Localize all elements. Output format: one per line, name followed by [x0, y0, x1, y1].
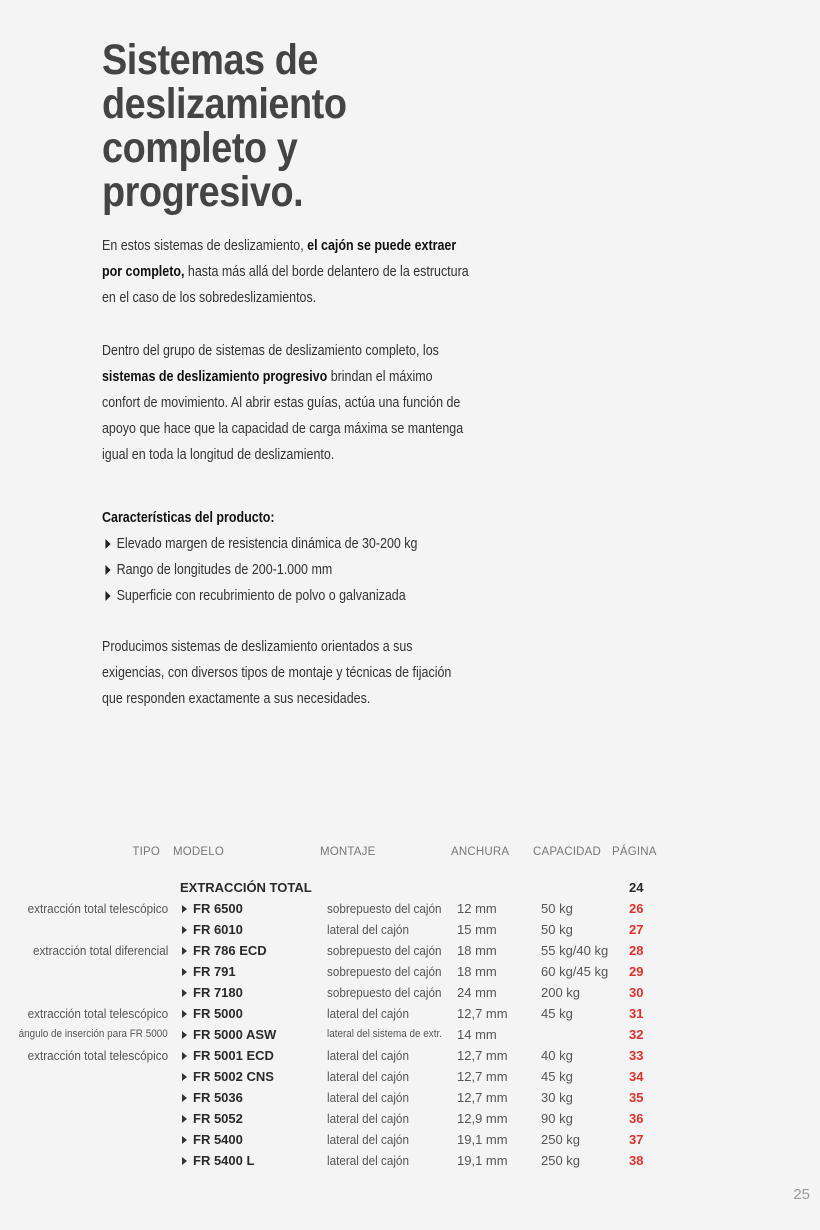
cell-capacidad: 45 kg [541, 1069, 573, 1084]
model-name: FR 5052 [193, 1111, 243, 1126]
cell-montaje: lateral del cajón [327, 922, 409, 937]
cell-pagina: 31 [629, 1006, 644, 1021]
cell-anchura: 12,9 mm [457, 1111, 508, 1126]
table-header [0, 846, 820, 862]
cell-pagina: 28 [629, 943, 644, 958]
cell-tipo: extracción total telescópico [27, 1006, 168, 1021]
cell-capacidad: 30 kg [541, 1090, 573, 1105]
cell-anchura: 12,7 mm [457, 1048, 508, 1063]
triangle-bullet-icon [182, 1031, 187, 1039]
cell-capacidad: 55 kg/40 kg [541, 943, 609, 958]
feature-text: Superficie con recubrimiento de polvo o galvanizada [116, 588, 406, 604]
cell-pagina: 38 [629, 1153, 644, 1168]
title-line: completo y [102, 124, 298, 172]
cell-modelo [182, 1150, 254, 1171]
cell-modelo [182, 1024, 276, 1045]
feature-text: Elevado margen de resistencia dinámica de 30-200 kg [116, 536, 418, 552]
cell-modelo [182, 1129, 243, 1150]
cell-capacidad: 250 kg [541, 1132, 581, 1147]
table-row [0, 940, 820, 961]
cell-pagina: 35 [629, 1090, 644, 1105]
cell-anchura: 12,7 mm [457, 1069, 508, 1084]
cell-capacidad: 90 kg [541, 1111, 573, 1126]
cell-pagina: 37 [629, 1132, 644, 1147]
cell-montaje: lateral del cajón [327, 1153, 409, 1168]
cell-pagina: 36 [629, 1111, 644, 1126]
cell-anchura: 12,7 mm [457, 1090, 508, 1105]
cell-capacidad: 250 kg [541, 1153, 581, 1168]
closing-paragraph: Producimos sistemas de deslizamiento orientados a sus exigencias, con diversos tipos de montaje y técnicas de fijación que responden exactamente a sus necesidades. [102, 639, 452, 707]
title-line: deslizamiento [102, 80, 347, 128]
model-name: FR 6010 [193, 922, 243, 937]
cell-tipo: extracción total telescópico [27, 901, 168, 916]
cell-modelo [182, 982, 243, 1003]
progressive-emphasis: sistemas de deslizamiento progresivo [102, 369, 328, 385]
cell-capacidad: 200 kg [541, 985, 581, 1000]
cell-montaje: sobrepuesto del cajón [327, 943, 442, 958]
cell-tipo: extracción total diferencial [32, 943, 168, 958]
triangle-bullet-icon [182, 968, 187, 976]
cell-anchura: 12 mm [457, 901, 497, 916]
triangle-bullet-icon [182, 926, 187, 934]
cell-tipo: extracción total telescópico [27, 1048, 168, 1063]
cell-pagina: 29 [629, 964, 644, 979]
header-montaje: MONTAJE [320, 846, 376, 858]
table-row [0, 1129, 820, 1150]
model-name: FR 5000 ASW [193, 1027, 277, 1042]
intro-text-cont: hasta más allá del borde delantero de la estructura en el caso de los sobredeslizamientos. [102, 264, 469, 306]
cell-modelo [182, 919, 243, 940]
header-anchura: ANCHURA [451, 846, 510, 858]
feature-text: Rango de longitudes de 200-1.000 mm [116, 562, 333, 578]
model-name: FR 786 ECD [193, 943, 267, 958]
header-modelo: MODELO [173, 846, 225, 858]
section-label: EXTRACCIÓN TOTAL [180, 880, 312, 895]
feature-item [102, 557, 472, 583]
feature-item [102, 531, 472, 557]
model-name: FR 5400 L [193, 1153, 255, 1168]
model-name: FR 5002 CNS [193, 1069, 274, 1084]
cell-capacidad: 50 kg [541, 922, 573, 937]
table-row [0, 919, 820, 940]
cell-modelo [182, 1045, 274, 1066]
model-name: FR 7180 [193, 985, 243, 1000]
cell-pagina: 27 [629, 922, 644, 937]
intro-paragraph [102, 233, 472, 311]
triangle-bullet-icon [182, 1052, 187, 1060]
cell-anchura: 24 mm [457, 985, 497, 1000]
triangle-bullet-icon [182, 1136, 187, 1144]
header-capacidad: CAPACIDAD [533, 846, 602, 858]
cell-montaje: sobrepuesto del cajón [327, 964, 442, 979]
intro-text: En estos sistemas de deslizamiento, [102, 238, 308, 254]
cell-anchura: 19,1 mm [457, 1153, 508, 1168]
product-table [0, 877, 820, 1171]
cell-pagina: 30 [629, 985, 644, 1000]
features-title: Características del producto: [102, 510, 275, 526]
page-number: 25 [793, 1186, 810, 1203]
cell-tipo: ángulo de inserción para FR 5000 [18, 1028, 168, 1040]
table-row [0, 961, 820, 982]
cell-modelo [182, 940, 267, 961]
triangle-bullet-icon [182, 1073, 187, 1081]
feature-item [102, 583, 472, 609]
cell-montaje: lateral del cajón [327, 1048, 409, 1063]
cell-capacidad: 60 kg/45 kg [541, 964, 609, 979]
intro-emphasis: el cajón se puede extraer por completo, [102, 238, 457, 280]
table-row [0, 1066, 820, 1087]
cell-montaje: lateral del sistema de extr. [327, 1028, 443, 1040]
title-line: Sistemas de [102, 36, 319, 84]
table-row [0, 1003, 820, 1024]
cell-montaje: lateral del cajón [327, 1111, 409, 1126]
table-body [0, 898, 820, 1171]
progressive-text: Dentro del grupo de sistemas de deslizamiento completo, los [102, 343, 439, 359]
triangle-bullet-icon [182, 905, 187, 913]
table-row [0, 898, 820, 919]
table-row [0, 1024, 820, 1045]
model-name: FR 6500 [193, 901, 243, 916]
cell-modelo [182, 961, 236, 982]
triangle-bullet-icon [182, 947, 187, 955]
cell-montaje: lateral del cajón [327, 1006, 409, 1021]
cell-modelo [182, 1108, 243, 1129]
features-list [102, 531, 472, 609]
triangle-bullet-icon [105, 565, 110, 575]
cell-modelo [182, 898, 243, 919]
triangle-bullet-icon [105, 591, 110, 601]
cell-pagina: 34 [629, 1069, 644, 1084]
cell-modelo [182, 1087, 243, 1108]
cell-modelo [182, 1003, 243, 1024]
table-row [0, 1108, 820, 1129]
header-tipo: TIPO [132, 846, 160, 858]
cell-anchura: 18 mm [457, 943, 497, 958]
features-block [102, 505, 472, 609]
table-row [0, 1045, 820, 1066]
header-pagina: PÁGINA [612, 846, 657, 858]
section-page: 24 [629, 880, 644, 895]
cell-montaje: sobrepuesto del cajón [327, 901, 442, 916]
model-name: FR 5036 [193, 1090, 243, 1105]
triangle-bullet-icon [182, 1094, 187, 1102]
cell-capacidad: 50 kg [541, 901, 573, 916]
cell-montaje: lateral del cajón [327, 1090, 409, 1105]
cell-anchura: 12,7 mm [457, 1006, 508, 1021]
cell-montaje: sobrepuesto del cajón [327, 985, 442, 1000]
triangle-bullet-icon [182, 989, 187, 997]
cell-pagina: 32 [629, 1027, 644, 1042]
title-line: progresivo. [102, 168, 304, 216]
cell-montaje: lateral del cajón [327, 1069, 409, 1084]
model-name: FR 5000 [193, 1006, 243, 1021]
model-name: FR 5400 [193, 1132, 243, 1147]
model-name: FR 791 [193, 964, 236, 979]
triangle-bullet-icon [182, 1010, 187, 1018]
table-row [0, 1150, 820, 1171]
triangle-bullet-icon [105, 539, 110, 549]
triangle-bullet-icon [182, 1115, 187, 1123]
cell-anchura: 19,1 mm [457, 1132, 508, 1147]
cell-pagina: 33 [629, 1048, 644, 1063]
cell-capacidad: 45 kg [541, 1006, 573, 1021]
cell-capacidad: 40 kg [541, 1048, 573, 1063]
progressive-text-cont: brindan el máximo confort de movimiento. Al abrir estas guías, actúa una función de apoyo que hace que la capacidad de carga máxima se mantenga igual en toda la longitud de deslizamiento. [102, 369, 464, 463]
cell-modelo [182, 1066, 274, 1087]
cell-anchura: 18 mm [457, 964, 497, 979]
cell-anchura: 15 mm [457, 922, 497, 937]
model-name: FR 5001 ECD [193, 1048, 274, 1063]
table-row [0, 982, 820, 1003]
table-row [0, 1087, 820, 1108]
table-section-row [0, 877, 820, 898]
cell-pagina: 26 [629, 901, 644, 916]
cell-montaje: lateral del cajón [327, 1132, 409, 1147]
progressive-paragraph [102, 338, 472, 468]
triangle-bullet-icon [182, 1157, 187, 1165]
page-title [102, 38, 347, 214]
cell-anchura: 14 mm [457, 1027, 497, 1042]
